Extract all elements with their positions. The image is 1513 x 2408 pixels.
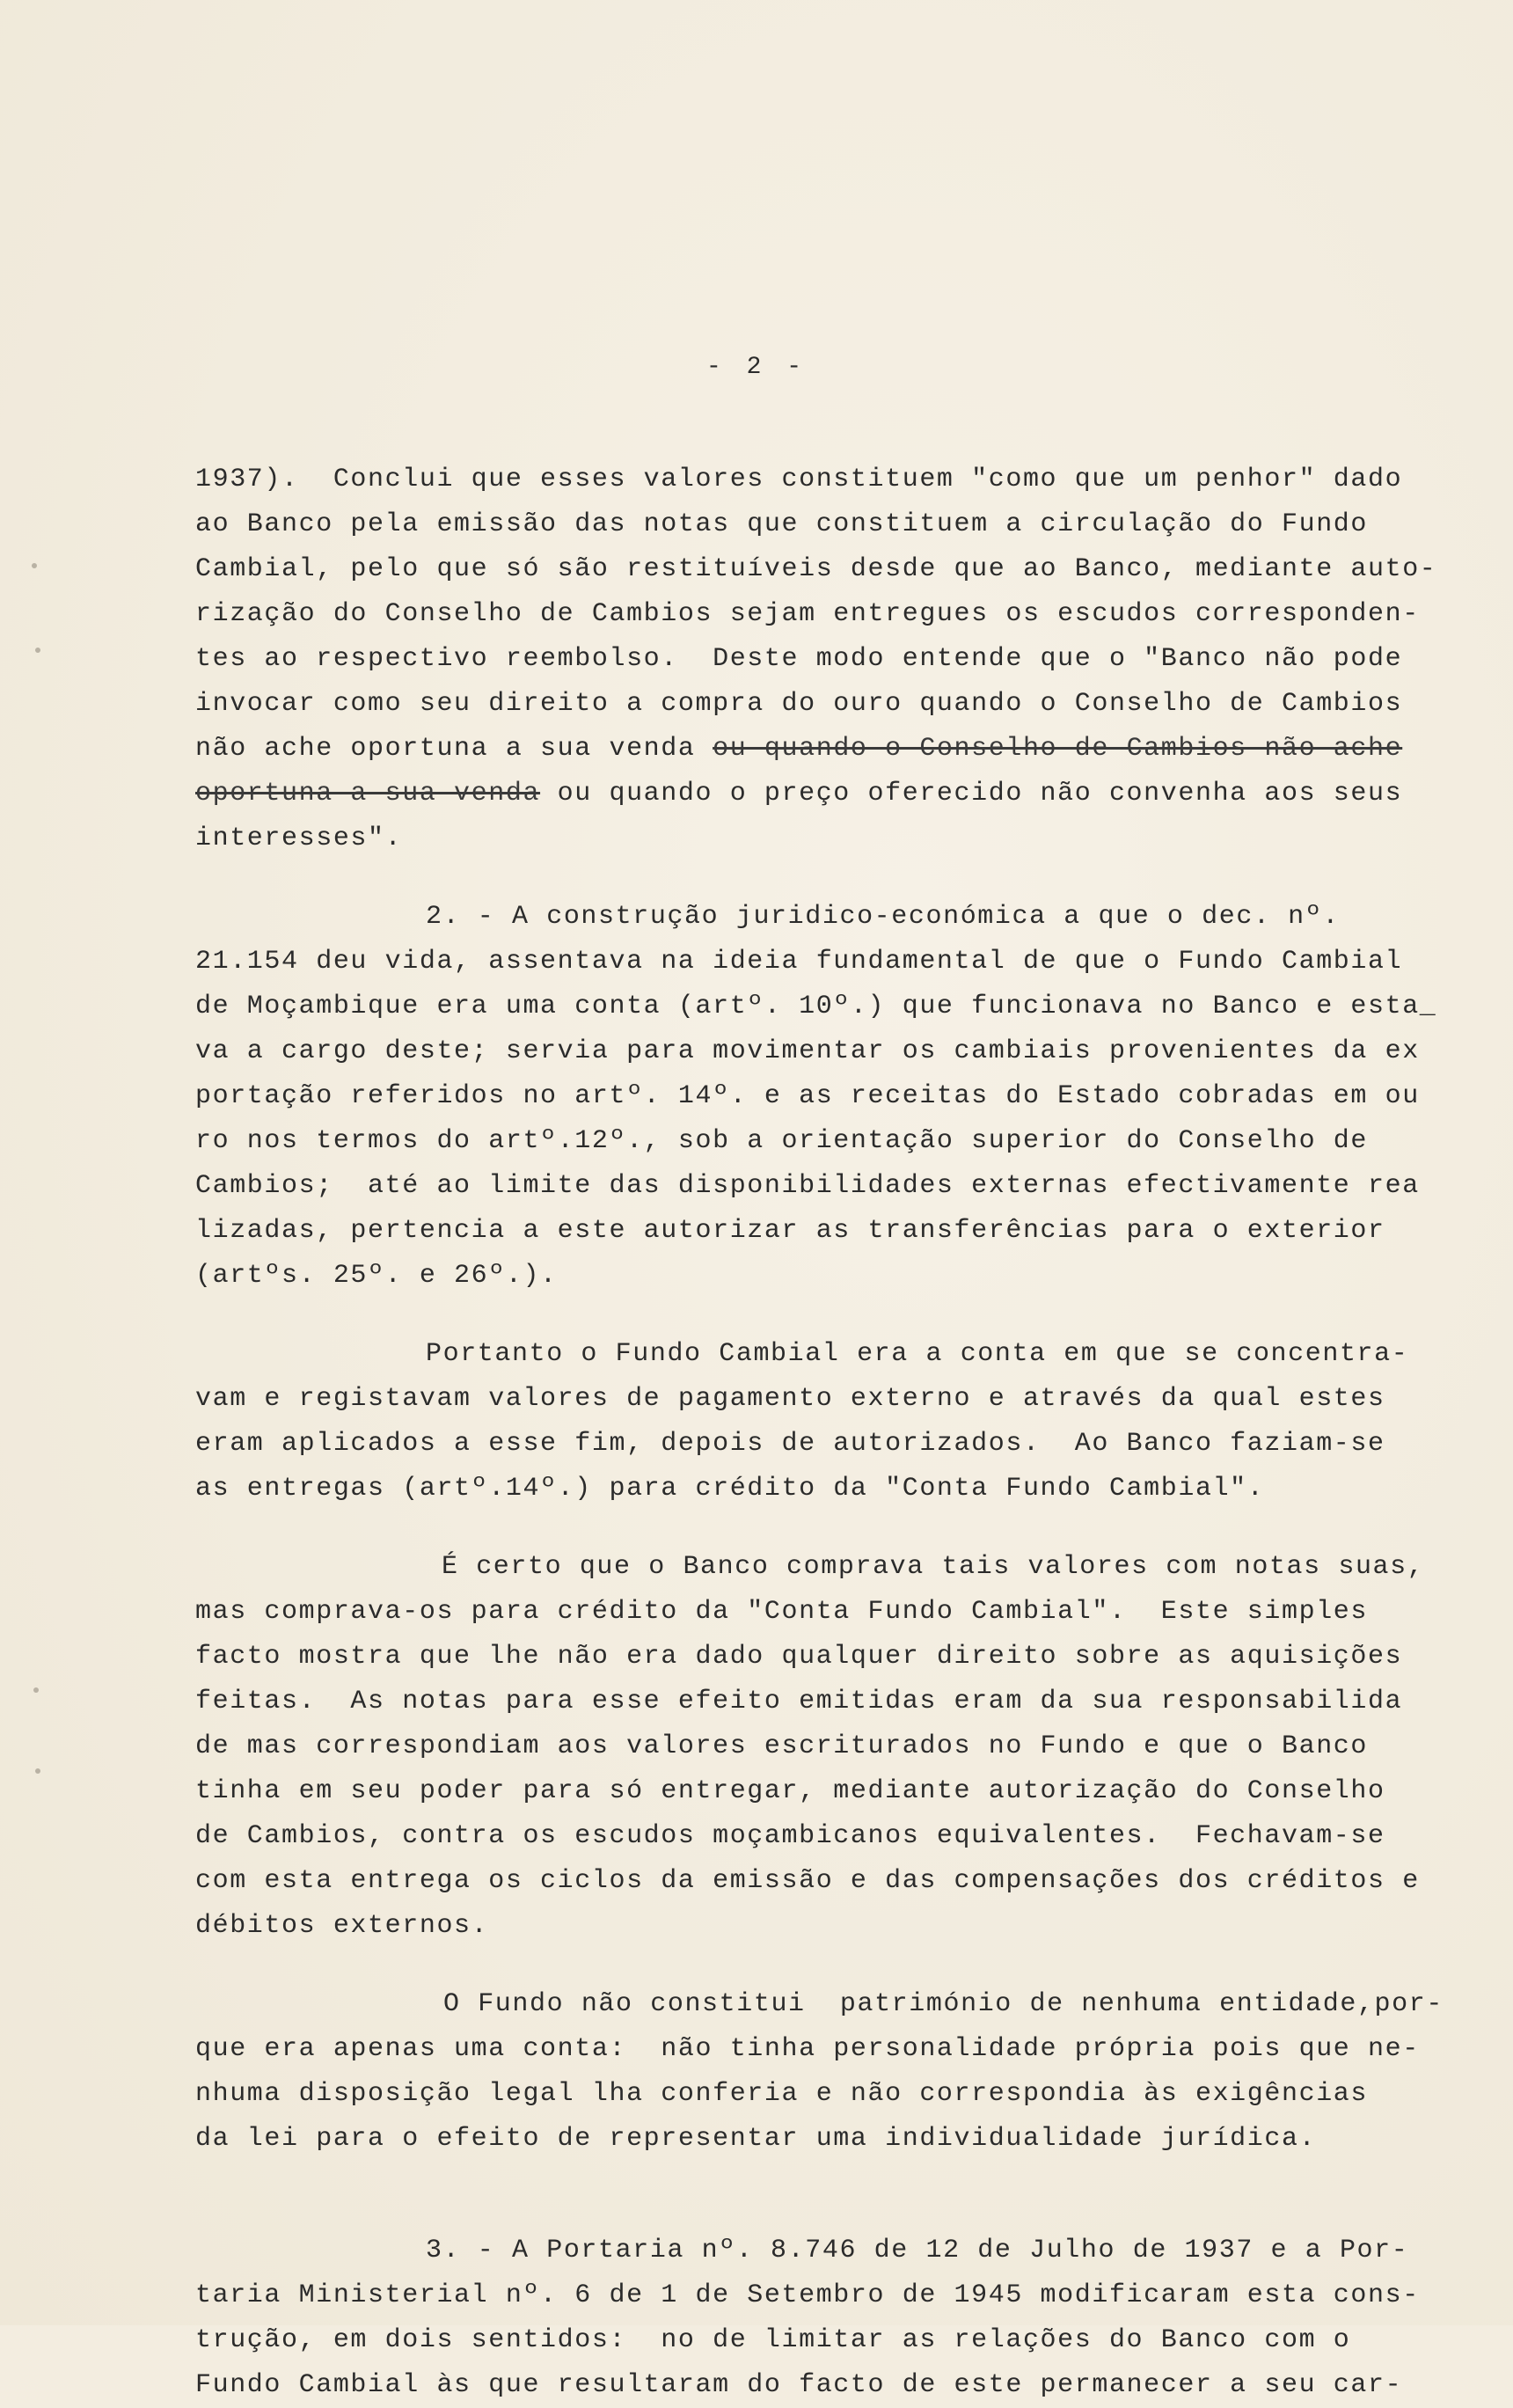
struck-text: ou quando o Conselho de Cambios não ache xyxy=(713,734,1403,764)
text-line: eram aplicados a esse fim, depois de autorizados. Ao Banco faziam-se xyxy=(195,1429,1385,1459)
text-line xyxy=(195,727,1444,772)
text-line: da lei para o efeito de representar uma individualidade jurídica. xyxy=(195,2124,1317,2154)
text-line: que era apenas uma conta: não tinha personalidade própria pois que ne- xyxy=(195,2034,1420,2064)
text-line: Cambial, pelo que só são restituíveis desde que ao Banco, mediante auto- xyxy=(195,554,1437,584)
text-line: va a cargo deste; servia para movimentar os cambiais provenientes da ex xyxy=(195,1036,1420,1066)
page-number: - 2 - xyxy=(705,354,807,381)
text-line: taria Ministerial nº. 6 de 1 de Setembro de 1945 modificaram esta cons- xyxy=(195,2280,1420,2310)
text-line: de Cambios, contra os escudos moçambicanos equivalentes. Fechavam-se xyxy=(195,1821,1385,1851)
text-line: com esta entrega os ciclos da emissão e das compensações dos créditos e xyxy=(195,1866,1420,1896)
text-line: tinha em seu poder para só entregar, mediante autorização do Conselho xyxy=(195,1776,1385,1806)
text-line: as entregas (artº.14º.) para crédito da "Conta Fundo Cambial". xyxy=(195,1474,1265,1504)
text-line: nhuma disposição legal lha conferia e não correspondia às exigências xyxy=(195,2079,1368,2109)
text-line: (artºs. 25º. e 26º.). xyxy=(195,1261,558,1291)
text-line: trução, em dois sentidos: no de limitar as relações do Banco com o xyxy=(195,2325,1351,2355)
text-line: de Moçambique era uma conta (artº. 10º.) que funcionava no Banco e esta_ xyxy=(195,992,1437,1021)
text-line: rização do Conselho de Cambios sejam entregues os escudos corresponden- xyxy=(195,599,1420,629)
text-line: 21.154 deu vida, assentava na ideia fundamental de que o Fundo Cambial xyxy=(195,947,1403,977)
document-body xyxy=(195,457,1444,2408)
text-line: ao Banco pela emissão das notas que constituem a circulação do Fundo xyxy=(195,509,1368,539)
text-line: tes ao respectivo reembolso. Deste modo entende que o "Banco não pode xyxy=(195,644,1403,674)
text-line: Fundo Cambial às que resultaram do facto de este permanecer a seu car- xyxy=(195,2370,1403,2400)
text-line: Cambios; até ao limite das disponibilidades externas efectivamente rea xyxy=(195,1171,1420,1201)
text-line: facto mostra que lhe não era dado qualquer direito sobre as aquisições xyxy=(195,1642,1403,1672)
text-line: ro nos termos do artº.12º., sob a orientação superior do Conselho de xyxy=(195,1126,1368,1156)
margin-punch-mark xyxy=(35,648,40,653)
section-heading-line: 2. - A construção juridico-económica a que o dec. nº. xyxy=(426,902,1340,932)
margin-punch-mark xyxy=(32,563,37,568)
text-fragment: ou quando o preço oferecido não convenha aos seus xyxy=(540,779,1403,809)
text-fragment: não ache oportuna a sua venda xyxy=(195,734,713,764)
text-line: débitos externos. xyxy=(195,1911,489,1941)
margin-punch-mark xyxy=(35,1768,40,1774)
text-line: feitas. As notas para esse efeito emitidas eram da sua responsabilida xyxy=(195,1687,1403,1716)
margin-punch-mark xyxy=(33,1687,39,1693)
section-heading-line: 3. - A Portaria nº. 8.746 de 12 de Julho de 1937 e a Por- xyxy=(426,2236,1409,2265)
text-line: portação referidos no artº. 14º. e as receitas do Estado cobradas em ou xyxy=(195,1081,1420,1111)
text-line: lizadas, pertencia a este autorizar as transferências para o exterior xyxy=(195,1216,1385,1246)
text-line: de mas correspondiam aos valores escriturados no Fundo e que o Banco xyxy=(195,1731,1368,1761)
paragraph-start-line: É certo que o Banco comprava tais valores com notas suas, xyxy=(442,1552,1425,1582)
text-line: mas comprava-os para crédito da "Conta Fundo Cambial". Este simples xyxy=(195,1597,1368,1627)
text-line xyxy=(195,772,1444,816)
text-line: 1937). Conclui que esses valores constituem "como que um penhor" dado xyxy=(195,465,1403,494)
text-line: vam e registavam valores de pagamento externo e através da qual estes xyxy=(195,1384,1385,1414)
text-line: invocar como seu direito a compra do ouro quando o Conselho de Cambios xyxy=(195,689,1403,719)
text-line: interesses". xyxy=(195,823,403,853)
paragraph-start-line: O Fundo não constitui património de nenhuma entidade,por- xyxy=(443,1989,1444,2019)
struck-text: oportuna a sua venda xyxy=(195,779,541,809)
paragraph-start-line: Portanto o Fundo Cambial era a conta em que se concentra- xyxy=(426,1339,1409,1369)
